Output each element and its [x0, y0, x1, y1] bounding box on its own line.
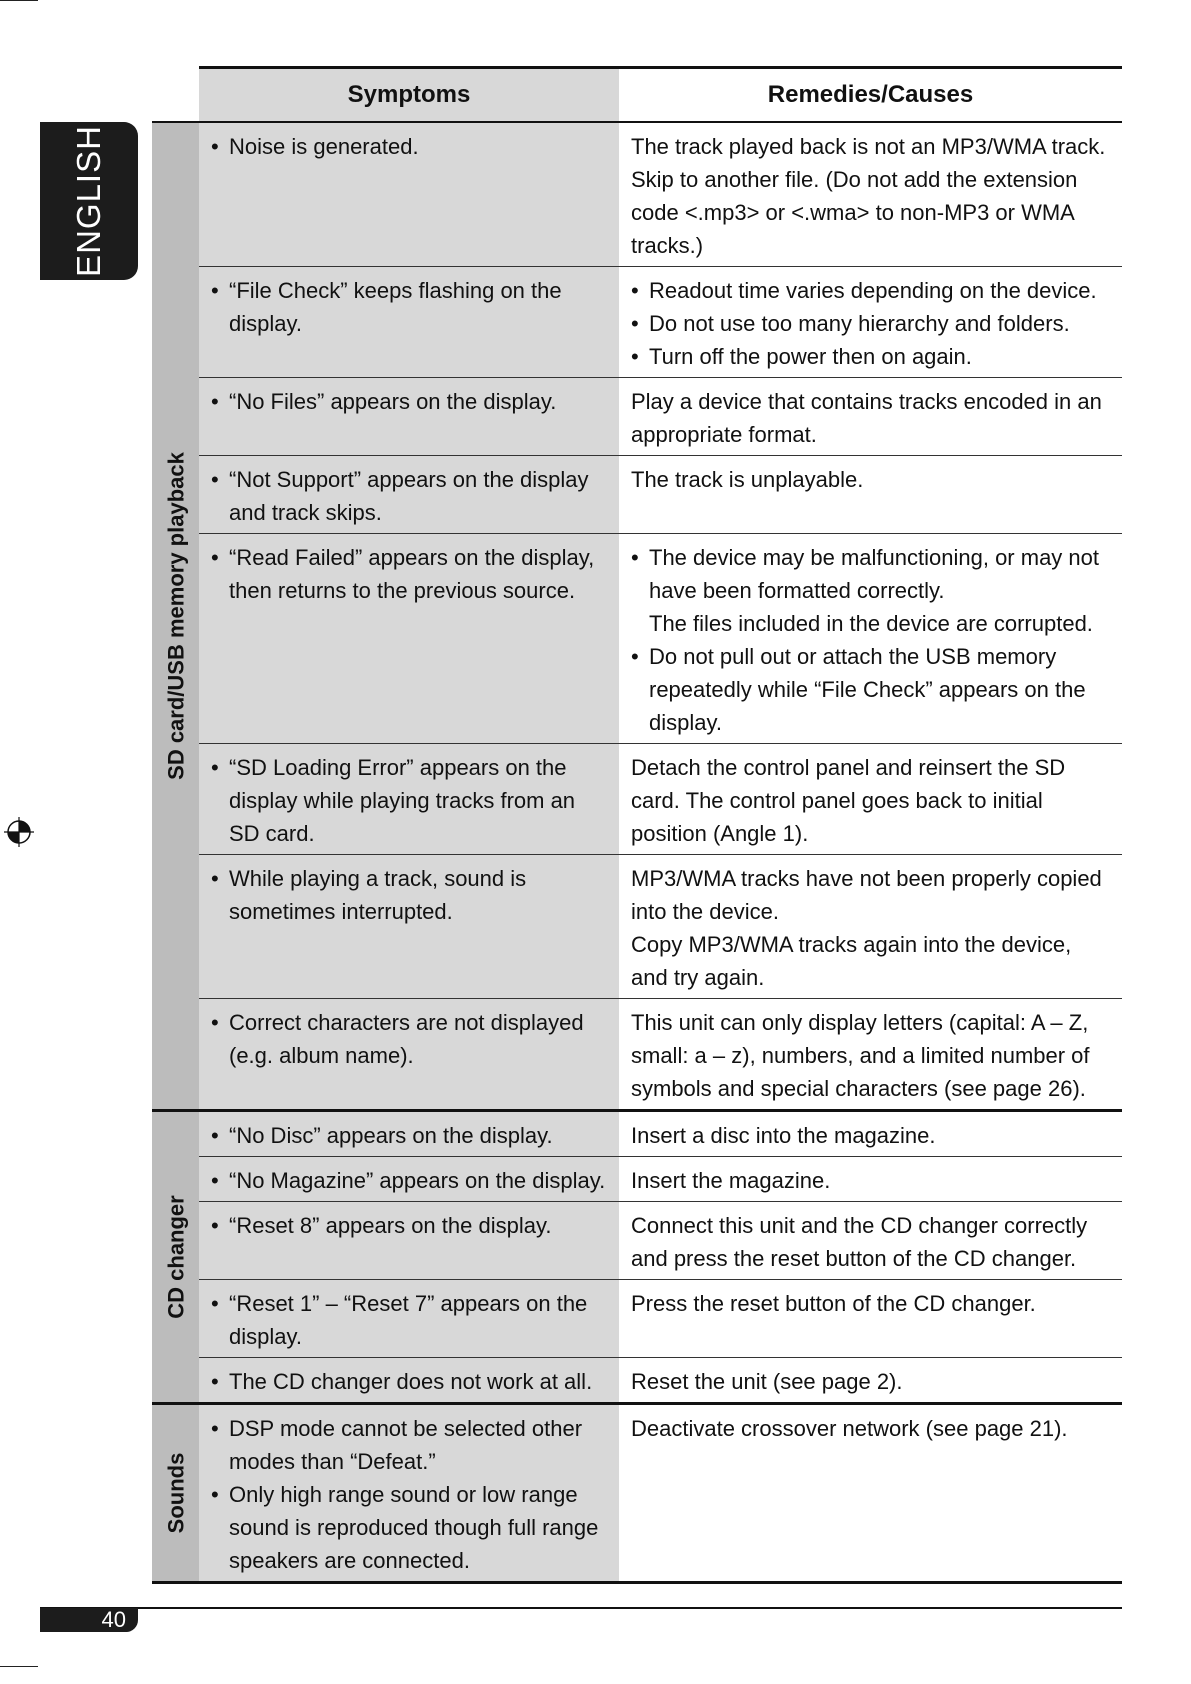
- symptom-list: [211, 463, 609, 529]
- remedy-text: Insert the magazine.: [631, 1168, 831, 1193]
- table-body: [152, 122, 1122, 1583]
- troubleshooting-table: [152, 66, 1122, 1584]
- symptom-list: [211, 1119, 609, 1152]
- symptom-cell: [199, 744, 619, 855]
- section-label: Sounds: [163, 1452, 188, 1534]
- remedy-cell: [619, 1157, 1122, 1202]
- remedy-cell: [619, 1202, 1122, 1280]
- table-row: [152, 122, 1122, 267]
- symptom-cell: [199, 122, 619, 267]
- remedy-cell: [619, 456, 1122, 534]
- symptom-cell: [199, 1157, 619, 1202]
- remedy-cell: [619, 267, 1122, 378]
- remedy-bullet-item: • Readout time varies depending on the device.: [631, 274, 1112, 307]
- troubleshooting-table-container: [152, 66, 1122, 1584]
- table-row: [152, 378, 1122, 456]
- symptom-item: • “SD Loading Error” appears on the display while playing tracks from an SD card.: [211, 751, 609, 850]
- table-row: [152, 1404, 1122, 1583]
- footer-rule: [40, 1607, 1122, 1609]
- symptom-list: [211, 130, 609, 163]
- remedy-text: Press the reset button of the CD changer.: [631, 1291, 1036, 1316]
- remedy-text: Detach the control panel and reinsert the SD card. The control panel goes back to initial position (Angle 1).: [631, 755, 1066, 846]
- symptom-item: • DSP mode cannot be selected other modes than “Defeat.”: [211, 1412, 609, 1478]
- remedy-text: The files included in the device are corrupted.: [649, 611, 1093, 636]
- remedy-text: Connect this unit and the CD changer correctly and press the reset button of the CD changer.: [631, 1213, 1088, 1271]
- section-label: CD changer: [163, 1195, 188, 1319]
- section-label-cell: [152, 1404, 199, 1583]
- remedy-cell: [619, 1111, 1122, 1157]
- header-remedies: Remedies/Causes: [619, 68, 1122, 123]
- table-row: [152, 1111, 1122, 1157]
- symptom-item: • Only high range sound or low range sound is reproduced though full range speakers are connected.: [211, 1478, 609, 1577]
- table-row: [152, 456, 1122, 534]
- remedy-bullet-item: • Do not use too many hierarchy and folders.: [631, 307, 1112, 340]
- symptom-item: • While playing a track, sound is sometimes interrupted.: [211, 862, 609, 928]
- section-label-cell: [152, 1111, 199, 1404]
- symptom-list: [211, 385, 609, 418]
- table-header-row: [152, 68, 1122, 123]
- symptom-cell: [199, 1404, 619, 1583]
- symptom-item: • “No Files” appears on the display.: [211, 385, 609, 418]
- remedy-bullet-item: • The device may be malfunctioning, or may not have been formatted correctly.: [631, 541, 1112, 607]
- table-row: [152, 999, 1122, 1111]
- remedy-cell: [619, 378, 1122, 456]
- symptom-item: • Correct characters are not displayed (e.g. album name).: [211, 1006, 609, 1072]
- registration-mark-icon: [4, 817, 34, 847]
- page-number: 40: [40, 1608, 138, 1632]
- table-row: [152, 744, 1122, 855]
- symptom-cell: [199, 1111, 619, 1157]
- symptom-cell: [199, 999, 619, 1111]
- remedy-cell: [619, 122, 1122, 267]
- symptom-cell: [199, 267, 619, 378]
- symptom-cell: [199, 534, 619, 744]
- symptom-cell: [199, 456, 619, 534]
- symptom-item: • The CD changer does not work at all.: [211, 1365, 609, 1398]
- remedy-text: Play a device that contains tracks encoded in an appropriate format.: [631, 389, 1102, 447]
- remedy-text: Reset the unit (see page 2).: [631, 1369, 903, 1394]
- language-tab: [40, 122, 138, 280]
- table-row: [152, 534, 1122, 744]
- header-symptoms: Symptoms: [199, 68, 619, 123]
- remedy-text: Copy MP3/WMA tracks again into the device, and try again.: [631, 932, 1072, 990]
- symptom-list: [211, 1164, 609, 1197]
- symptom-item: • “No Magazine” appears on the display.: [211, 1164, 609, 1197]
- symptom-list: [211, 751, 609, 850]
- remedy-cell: [619, 855, 1122, 999]
- symptom-cell: [199, 1202, 619, 1280]
- symptom-cell: [199, 855, 619, 999]
- symptom-list: [211, 1209, 609, 1242]
- remedy-cell: [619, 1358, 1122, 1404]
- remedy-cell: [619, 1280, 1122, 1358]
- symptom-item: • “Not Support” appears on the display and track skips.: [211, 463, 609, 529]
- symptom-list: [211, 1365, 609, 1398]
- symptom-list: [211, 1412, 609, 1577]
- symptom-item: • Noise is generated.: [211, 130, 609, 163]
- remedy-text: Deactivate crossover network (see page 21).: [631, 1416, 1068, 1441]
- remedy-text: The track played back is not an MP3/WMA track. Skip to another file. (Do not add the extension code <.mp3> or <.wma> to non-MP3 or WMA tracks.): [631, 134, 1106, 258]
- symptom-list: [211, 541, 609, 607]
- table-row: [152, 855, 1122, 999]
- remedy-text: The track is unplayable.: [631, 467, 864, 492]
- symptom-item: • “Reset 8” appears on the display.: [211, 1209, 609, 1242]
- symptom-cell: [199, 1358, 619, 1404]
- remedy-bullet-item: • Turn off the power then on again.: [631, 340, 1112, 373]
- header-section-blank: [152, 68, 199, 123]
- symptom-list: [211, 274, 609, 340]
- remedy-bullet-item: • Do not pull out or attach the USB memory repeatedly while “File Check” appears on the display.: [631, 640, 1112, 739]
- section-label-cell: [152, 122, 199, 1111]
- symptom-cell: [199, 378, 619, 456]
- remedy-cell: [619, 999, 1122, 1111]
- table-row: [152, 1280, 1122, 1358]
- table-row: [152, 1358, 1122, 1404]
- remedy-text: Insert a disc into the magazine.: [631, 1123, 936, 1148]
- symptom-item: • “File Check” keeps flashing on the display.: [211, 274, 609, 340]
- remedy-cell: [619, 744, 1122, 855]
- remedy-cell: [619, 1404, 1122, 1583]
- language-label: ENGLISH: [70, 125, 107, 277]
- table-row: [152, 1157, 1122, 1202]
- table-row: [152, 1202, 1122, 1280]
- remedy-cell: [619, 534, 1122, 744]
- remedy-text: This unit can only display letters (capital: A – Z, small: a – z), numbers, and a limited number of symbols and special characters (see page 26).: [631, 1010, 1090, 1101]
- symptom-item: • “Read Failed” appears on the display, then returns to the previous source.: [211, 541, 609, 607]
- symptom-list: [211, 1006, 609, 1072]
- symptom-cell: [199, 1280, 619, 1358]
- symptom-item: • “No Disc” appears on the display.: [211, 1119, 609, 1152]
- remedy-text: MP3/WMA tracks have not been properly copied into the device.: [631, 866, 1102, 924]
- section-label: SD card/USB memory playback: [163, 452, 188, 780]
- symptom-list: [211, 862, 609, 928]
- crop-mark-bottom: [0, 1666, 38, 1667]
- table-row: [152, 267, 1122, 378]
- symptom-list: [211, 1287, 609, 1353]
- symptom-item: • “Reset 1” – “Reset 7” appears on the display.: [211, 1287, 609, 1353]
- crop-mark-top: [0, 0, 38, 1]
